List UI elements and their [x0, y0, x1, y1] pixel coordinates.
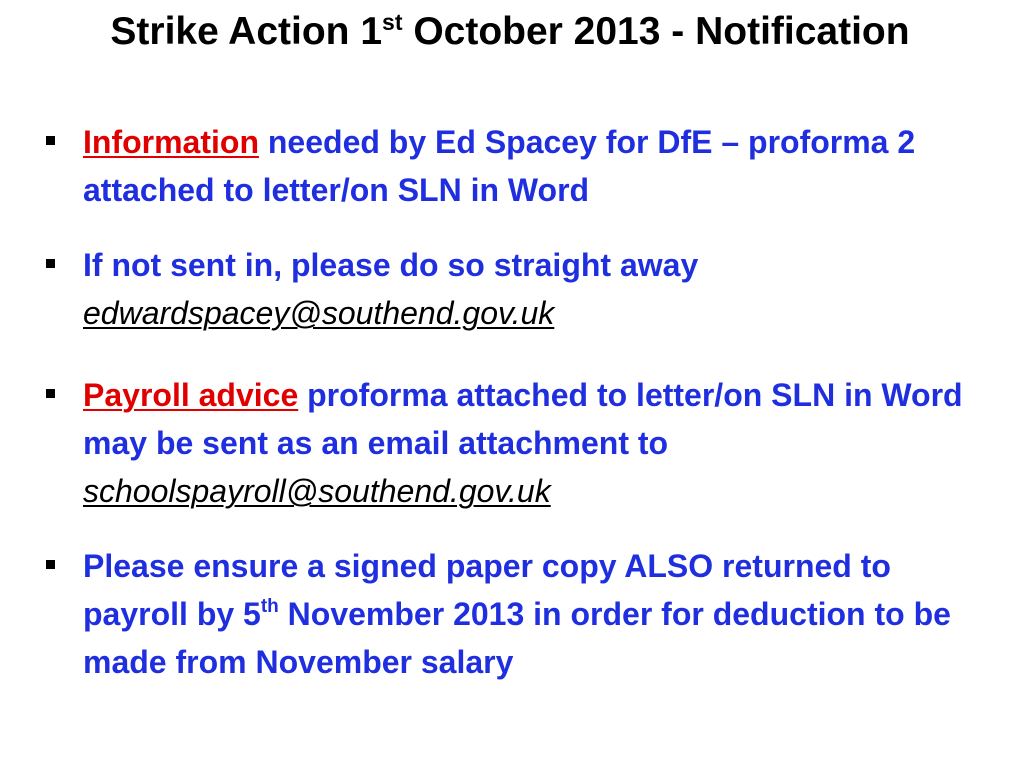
bullet-not-sent — [83, 241, 993, 337]
square-bullet-icon — [46, 389, 55, 398]
title-part-2: October 2013 - Notification — [402, 10, 910, 53]
title-part-1: Strike Action 1 — [110, 10, 383, 53]
bullet-information — [83, 118, 993, 214]
schools-payroll-email-link[interactable]: schoolspayroll@southend.gov.uk — [83, 473, 551, 509]
information-label: Information — [83, 124, 259, 160]
title-superscript: st — [382, 9, 403, 35]
information-text: needed by Ed Spacey for DfE – proforma 2 attached to letter/on SLN in Word — [83, 124, 916, 208]
payroll-advice-text: proforma attached to letter/on SLN in Word may be sent as an email attachment to — [83, 377, 963, 461]
not-sent-text: If not sent in, please do so straight away — [83, 247, 699, 283]
square-bullet-icon — [46, 259, 55, 268]
signed-copy-text-a: Please ensure a signed paper copy ALSO returned to payroll by 5 — [83, 548, 891, 632]
bullet-signed-copy — [83, 542, 993, 686]
edward-spacey-email-link[interactable]: edwardspacey@southend.gov.uk — [83, 295, 555, 331]
payroll-advice-label: Payroll advice — [83, 377, 299, 413]
signed-copy-text-b: November 2013 in order for deduction to be made from November salary — [83, 596, 951, 680]
bullet-payroll-advice — [83, 371, 993, 515]
square-bullet-icon — [46, 560, 55, 569]
signed-copy-superscript: th — [260, 596, 279, 617]
square-bullet-icon — [46, 136, 55, 145]
